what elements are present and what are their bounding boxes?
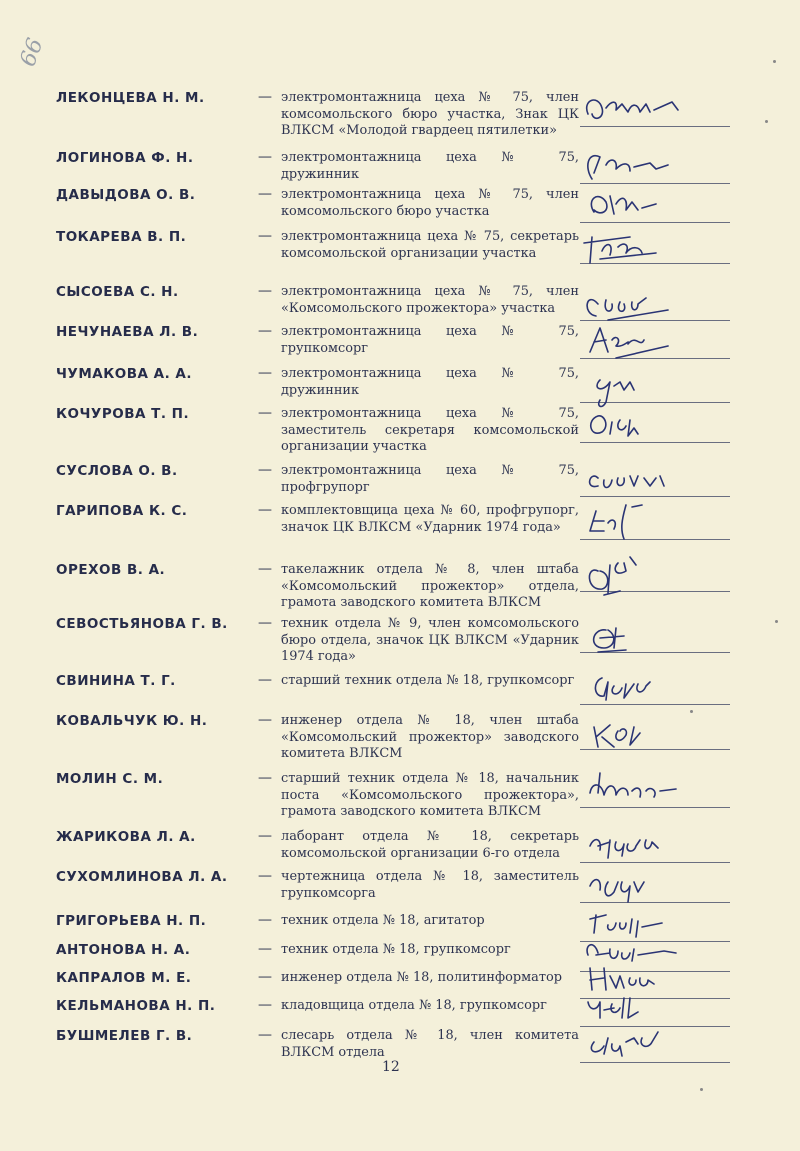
handwritten-signature <box>580 362 730 406</box>
dash-separator: — <box>258 912 272 928</box>
dash-separator: — <box>258 868 272 884</box>
signature-line <box>580 767 730 808</box>
signature-line <box>580 143 730 184</box>
dash-separator: — <box>258 365 272 381</box>
member-description: такелажник отдела № 8, член штаба «Комсомольский прожектор» отдела, грамота заводского комитета ВЛКСМ <box>281 562 579 610</box>
signature-line <box>580 1022 730 1063</box>
dash-separator: — <box>258 89 272 105</box>
handwritten-signature <box>580 822 730 866</box>
member-name: ЛОГИНОВА Ф. Н. <box>56 150 194 166</box>
member-name: ГРИГОРЬЕВА Н. П. <box>56 913 207 929</box>
dash-separator: — <box>258 186 272 202</box>
dash-separator: — <box>258 228 272 244</box>
member-description: электромонтажница цеха № 75, дружинник <box>281 150 579 182</box>
dash-separator: — <box>258 283 272 299</box>
member-description: старший техник отдела № 18, начальник поста «Комсомольского прожектора», грамота заводского комитета ВЛКСМ <box>281 771 579 819</box>
handwritten-signature <box>580 551 730 595</box>
member-description: электромонтажница цеха № 75, дружинник <box>281 366 579 398</box>
handwritten-page-number: 66 <box>15 35 49 70</box>
signature-line <box>580 862 730 903</box>
speck <box>690 710 693 713</box>
signature-line <box>580 86 730 127</box>
signature-line <box>580 551 730 592</box>
page-number: 12 <box>382 1059 400 1075</box>
member-description: комплектовщица цеха № 60, профгрупорг, значок ЦК ВЛКСМ «Ударник 1974 года» <box>281 503 579 535</box>
speck <box>700 1088 703 1091</box>
member-description: электромонтажница цеха № 75, член комсомольского бюро участка, Знак ЦК ВЛКСМ «Молодой гвардеец пятилетки» <box>281 90 579 138</box>
member-name: СЕВОСТЬЯНОВА Г. В. <box>56 616 228 632</box>
member-name: КАПРАЛОВ М. Е. <box>56 970 192 986</box>
member-name: КОЧУРОВА Т. П. <box>56 406 190 422</box>
member-description: электромонтажница цеха № 75, секретарь комсомольской организации участка <box>281 229 579 261</box>
dash-separator: — <box>258 770 272 786</box>
dash-separator: — <box>258 672 272 688</box>
dash-separator: — <box>258 405 272 421</box>
member-name: МОЛИН С. М. <box>56 771 164 787</box>
signature-line <box>580 499 730 540</box>
member-name: СУХОМЛИНОВА Л. А. <box>56 869 228 885</box>
dash-separator: — <box>258 997 272 1013</box>
dash-separator: — <box>258 462 272 478</box>
handwritten-signature <box>580 664 730 708</box>
member-description: инженер отдела № 18, политинформатор <box>281 970 562 985</box>
handwritten-signature <box>580 709 730 753</box>
member-name: ТОКАРЕВА В. П. <box>56 229 187 245</box>
signature-line <box>580 318 730 359</box>
member-description: инженер отдела № 18, член штаба «Комсомольский прожектор» заводского комитета ВЛКСМ <box>281 713 579 761</box>
member-description: электромонтажница цеха № 75, заместитель секретаря комсомольской организации участка <box>281 406 579 454</box>
member-name: СУСЛОВА О. В. <box>56 463 178 479</box>
member-name: АНТОНОВА Н. А. <box>56 942 191 958</box>
member-name: НЕЧУНАЕВА Л. В. <box>56 324 199 340</box>
handwritten-signature <box>580 402 730 446</box>
dash-separator: — <box>258 149 272 165</box>
member-name: ДАВЫДОВА О. В. <box>56 187 196 203</box>
handwritten-signature <box>580 612 730 656</box>
dash-separator: — <box>258 561 272 577</box>
dash-separator: — <box>258 323 272 339</box>
member-name: КОВАЛЬЧУК Ю. Н. <box>56 713 208 729</box>
handwritten-signature <box>580 499 730 543</box>
member-name: СЫСОЕВА С. Н. <box>56 284 179 300</box>
handwritten-signature <box>580 862 730 906</box>
speck <box>775 620 778 623</box>
dash-separator: — <box>258 502 272 518</box>
member-name: ЧУМАКОВА А. А. <box>56 366 193 382</box>
member-description: техник отдела № 18, групкомсорг <box>281 942 511 957</box>
handwritten-signature <box>580 223 730 267</box>
member-description: электромонтажница цеха № 75, групкомсорг <box>281 324 579 356</box>
member-name: ГАРИПОВА К. С. <box>56 503 188 519</box>
dash-separator: — <box>258 941 272 957</box>
member-description: слесарь отдела № 18, член комитета ВЛКСМ отдела <box>281 1028 579 1060</box>
signature-line <box>580 223 730 264</box>
signature-line <box>580 822 730 863</box>
signature-line <box>580 456 730 497</box>
member-description: старший техник отдела № 18, групкомсорг <box>281 673 575 688</box>
member-name: КЕЛЬМАНОВА Н. П. <box>56 998 216 1014</box>
member-description: чертежница отдела № 18, заместитель групкомсорга <box>281 869 579 901</box>
signature-line <box>580 612 730 653</box>
dash-separator: — <box>258 712 272 728</box>
handwritten-signature <box>580 1022 730 1066</box>
member-description: электромонтажница цеха № 75, профгрупорг <box>281 463 579 495</box>
signature-line <box>580 362 730 403</box>
signature-line <box>580 280 730 321</box>
signature-line <box>580 402 730 443</box>
signature-line <box>580 182 730 223</box>
speck <box>765 120 768 123</box>
handwritten-signature <box>580 143 730 187</box>
member-name: ЖАРИКОВА Л. А. <box>56 829 196 845</box>
member-description: электромонтажница цеха № 75, член «Комсомольского прожектора» участка <box>281 284 579 316</box>
member-name: ЛЕКОНЦЕВА Н. М. <box>56 90 205 106</box>
member-name: ОРЕХОВ В. А. <box>56 562 166 578</box>
handwritten-signature <box>580 182 730 226</box>
dash-separator: — <box>258 969 272 985</box>
member-description: электромонтажница цеха № 75, член комсомольского бюро участка <box>281 187 579 219</box>
member-name: БУШМЕЛЕВ Г. В. <box>56 1028 193 1044</box>
handwritten-signature <box>580 318 730 362</box>
speck <box>773 60 776 63</box>
signature-line <box>580 709 730 750</box>
dash-separator: — <box>258 828 272 844</box>
member-description: техник отдела № 9, член комсомольского бюро отдела, значок ЦК ВЛКСМ «Ударник 1974 года» <box>281 616 579 664</box>
dash-separator: — <box>258 615 272 631</box>
member-description: лаборант отдела № 18, секретарь комсомольской организации 6-го отдела <box>281 829 579 861</box>
handwritten-signature <box>580 456 730 500</box>
signature-line <box>580 664 730 705</box>
dash-separator: — <box>258 1027 272 1043</box>
member-description: техник отдела № 18, агитатор <box>281 913 485 928</box>
member-name: СВИНИНА Т. Г. <box>56 673 176 689</box>
handwritten-signature <box>580 86 730 130</box>
member-description: кладовщица отдела № 18, групкомсорг <box>281 998 547 1013</box>
handwritten-signature <box>580 767 730 811</box>
signature-line <box>580 986 730 1027</box>
